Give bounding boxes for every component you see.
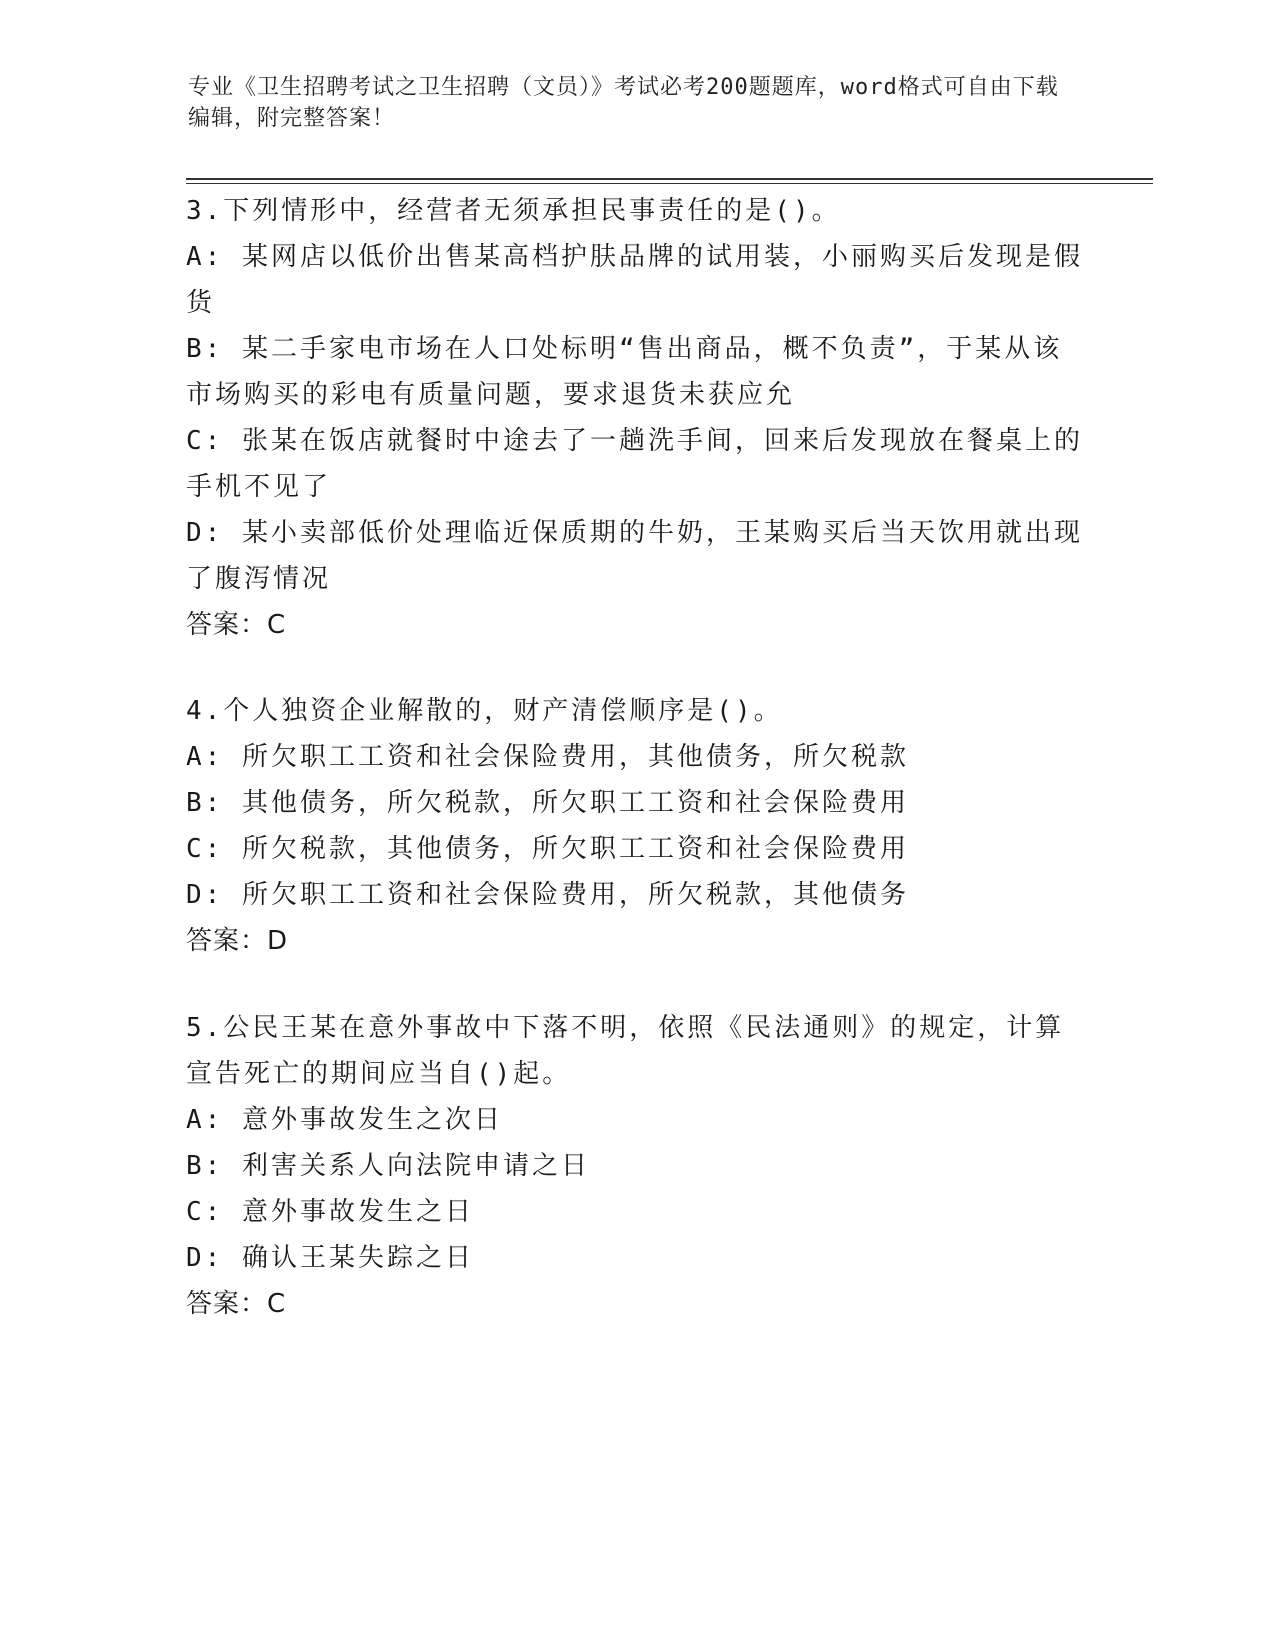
option-d: D: 所欠职工工资和社会保险费用，所欠税款，其他债务 [186,880,909,910]
question-5 [186,1005,1086,1327]
option-c: C: 所欠税款，其他债务，所欠职工工资和社会保险费用 [186,834,909,864]
option-b: B: 某二手家电市场在人口处标明“售出商品，概不负责”，于某从该市场购买的彩电有质量问题，要求退货未获应允 [186,334,1063,410]
header-divider-thick [186,178,1153,180]
option-a: A: 所欠职工工资和社会保险费用，其他债务，所欠税款 [186,742,909,772]
option-a: A: 意外事故发生之次日 [186,1105,503,1135]
answer: 答案：D [186,926,289,956]
option-c: C: 张某在饭店就餐时中途去了一趟洗手间，回来后发现放在餐桌上的手机不见了 [186,426,1083,502]
question-4 [186,688,1086,964]
question-stem: 4.个人独资企业解散的，财产清偿顺序是()。 [186,696,783,726]
option-b: B: 其他债务，所欠税款，所欠职工工资和社会保险费用 [186,788,909,818]
answer: 答案：C [186,610,287,640]
answer: 答案：C [186,1289,287,1319]
option-a: A: 某网店以低价出售某高档护肤品牌的试用装，小丽购买后发现是假货 [186,242,1083,318]
question-stem: 3.下列情形中，经营者无须承担民事责任的是()。 [186,196,841,226]
question-3 [186,188,1086,648]
option-d: D: 某小卖部低价处理临近保质期的牛奶，王某购买后当天饮用就出现了腹泻情况 [186,518,1083,594]
page-header: 专业《卫生招聘考试之卫生招聘（文员）》考试必考200题题库，word格式可自由下载编辑，附完整答案！ [188,75,1059,131]
option-b: B: 利害关系人向法院申请之日 [186,1151,590,1181]
option-d: D: 确认王某失踪之日 [186,1243,474,1273]
header-divider-thin [186,183,1153,184]
question-stem: 5.公民王某在意外事故中下落不明，依照《民法通则》的规定，计算宣告死亡的期间应当自()起。 [186,1013,1065,1089]
option-c: C: 意外事故发生之日 [186,1197,474,1227]
